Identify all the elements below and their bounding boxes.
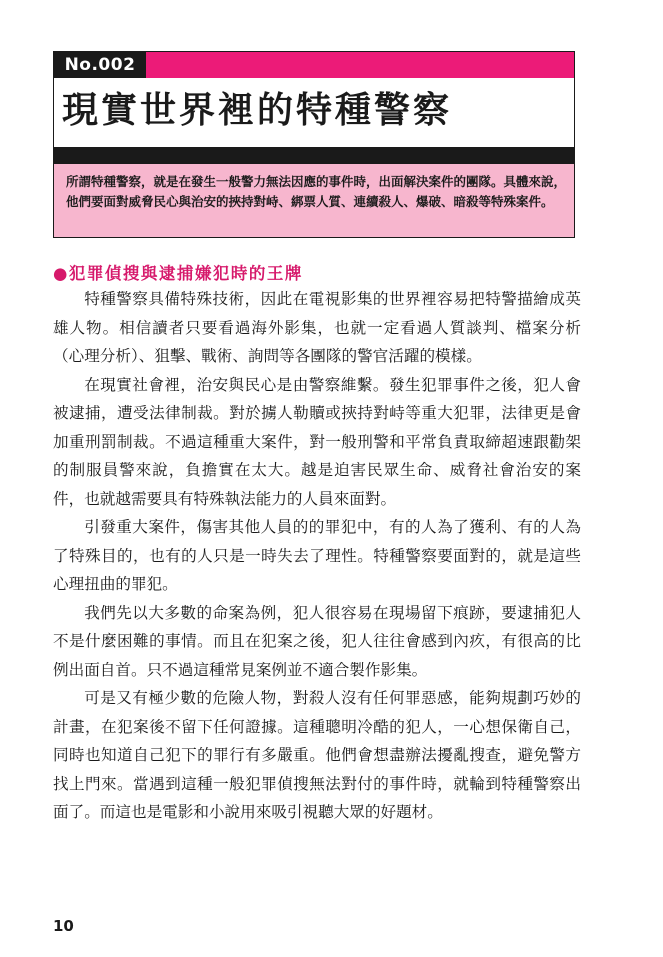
page-number: 10 — [53, 917, 74, 935]
entry-header-box — [53, 51, 575, 238]
paragraph: 可是又有極少數的危險人物，對殺人沒有任何罪惡感，能夠規劃巧妙的計畫，在犯案後不留下任何證據。這種聰明冷酷的犯人，一心想保衛自己，同時也知道自己犯下的罪行有多嚴重。他們會想盡辦法擾亂搜查，避免警方找上門來。當遇到這種一般犯罪偵搜無法對付的事件時，就輪到特種警察出面了。而這也是電影和小說用來吸引視聽大眾的好題材。 — [53, 689, 581, 821]
paragraph: 特種警察具備特殊技術，因此在電視影集的世界裡容易把特警描繪成英雄人物。相信讀者只要看過海外影集，也就一定看過人質談判、檔案分析（心理分析）、狙擊、戰術、詢問等各團隊的警官活躍的模樣。 — [53, 290, 581, 365]
paragraph: 我們先以大多數的命案為例，犯人很容易在現場留下痕跡，要逮捕犯人不是什麼困難的事情。而且在犯案之後，犯人往往會感到內疚，有很高的比例出面自首。只不過這種常見案例並不適合製作影集。 — [53, 603, 581, 679]
entry-number-tag: No.002 — [54, 52, 146, 78]
paragraph: 在現實社會裡，治安與民心是由警察維繫。發生犯罪事件之後，犯人會被逮捕，遭受法律制裁。對於擄人勒贖或挾持對峙等重大犯罪，法律更是會加重刑罰制裁。不過這種重大案件，對一般刑警和平常負責取締超速跟勸架的制服員警來說，負擔實在太大。越是迫害民眾生命、威脅社會治安的案件，也就越需要具有特殊執法能力的人員來面對。 — [53, 375, 581, 508]
body-text — [53, 285, 581, 827]
summary-box: 所謂特種警察，就是在發生一般警力無法因應的事件時，出面解決案件的團隊。具體來說，他們要面對威脅民心與治安的挾持對峙、綁票人質、連續殺人、爆破、暗殺等特殊案件。 — [54, 164, 574, 237]
page-title: 現實世界裡的特種警察 — [62, 90, 453, 131]
section-heading: ●犯罪偵搜與逮捕嫌犯時的王牌 — [53, 264, 303, 283]
header-divider-bar — [54, 147, 574, 164]
paragraph: 引發重大案件，傷害其他人員的的罪犯中，有的人為了獲利、有的人為了特殊目的，也有的人只是一時失去了理性。特種警察要面對的，就是這些心理扭曲的罪犯。 — [53, 518, 581, 593]
